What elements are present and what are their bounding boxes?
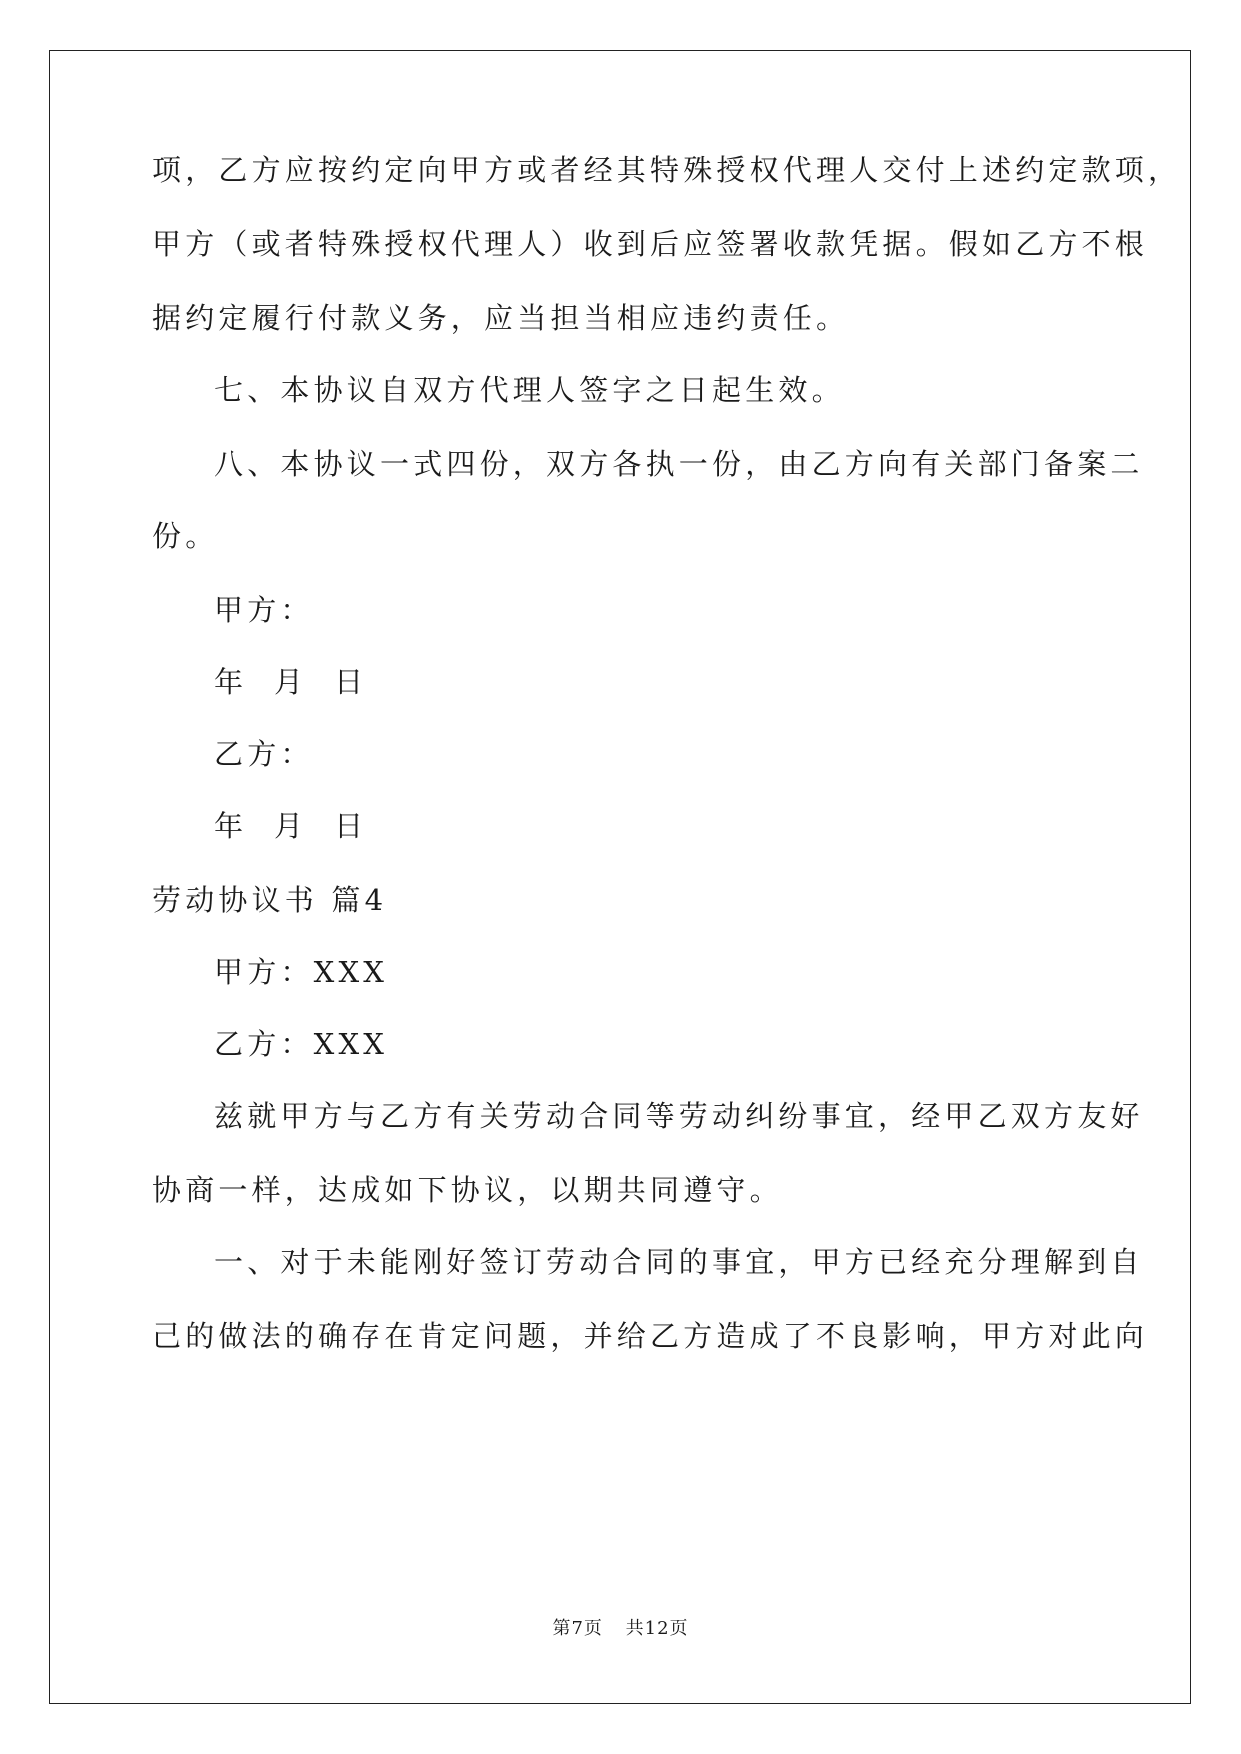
page-number: 第7页 (552, 1618, 603, 1639)
paragraph-line: 项，乙方应按约定向甲方或者经其特殊授权代理人交付上述约定款项， (152, 153, 1182, 187)
clause-seven: 七、本协议自双方代理人签字之日起生效。 (214, 373, 845, 407)
page-footer (0, 1617, 1241, 1641)
clause-eight-continued: 份。 (152, 519, 219, 553)
party-a-date: 年 月 日 (214, 665, 368, 699)
party-a-signature-label: 甲方： (214, 593, 314, 627)
section-title: 劳动协议书 篇4 (152, 883, 388, 917)
intro-paragraph-continued: 协商一样，达成如下协议，以期共同遵守。 (152, 1173, 783, 1207)
party-b-name: 乙方：XXX (214, 1027, 389, 1061)
party-b-date: 年 月 日 (214, 809, 368, 843)
party-a-name: 甲方：XXX (214, 955, 389, 989)
intro-paragraph: 兹就甲方与乙方有关劳动合同等劳动纠纷事宜，经甲乙双方友好 (214, 1099, 1144, 1133)
clause-one: 一、对于未能刚好签订劳动合同的事宜，甲方已经充分理解到自 (214, 1245, 1144, 1279)
clause-one-continued: 己的做法的确存在肯定问题，并给乙方造成了不良影响，甲方对此向 (152, 1319, 1149, 1353)
page-total: 共12页 (625, 1618, 689, 1639)
clause-eight: 八、本协议一式四份，双方各执一份，由乙方向有关部门备案二 (214, 447, 1144, 481)
paragraph-line: 据约定履行付款义务，应当担当相应违约责任。 (152, 301, 850, 335)
paragraph-line: 甲方（或者特殊授权代理人）收到后应签署收款凭据。假如乙方不根 (152, 227, 1149, 261)
party-b-signature-label: 乙方： (214, 737, 314, 771)
